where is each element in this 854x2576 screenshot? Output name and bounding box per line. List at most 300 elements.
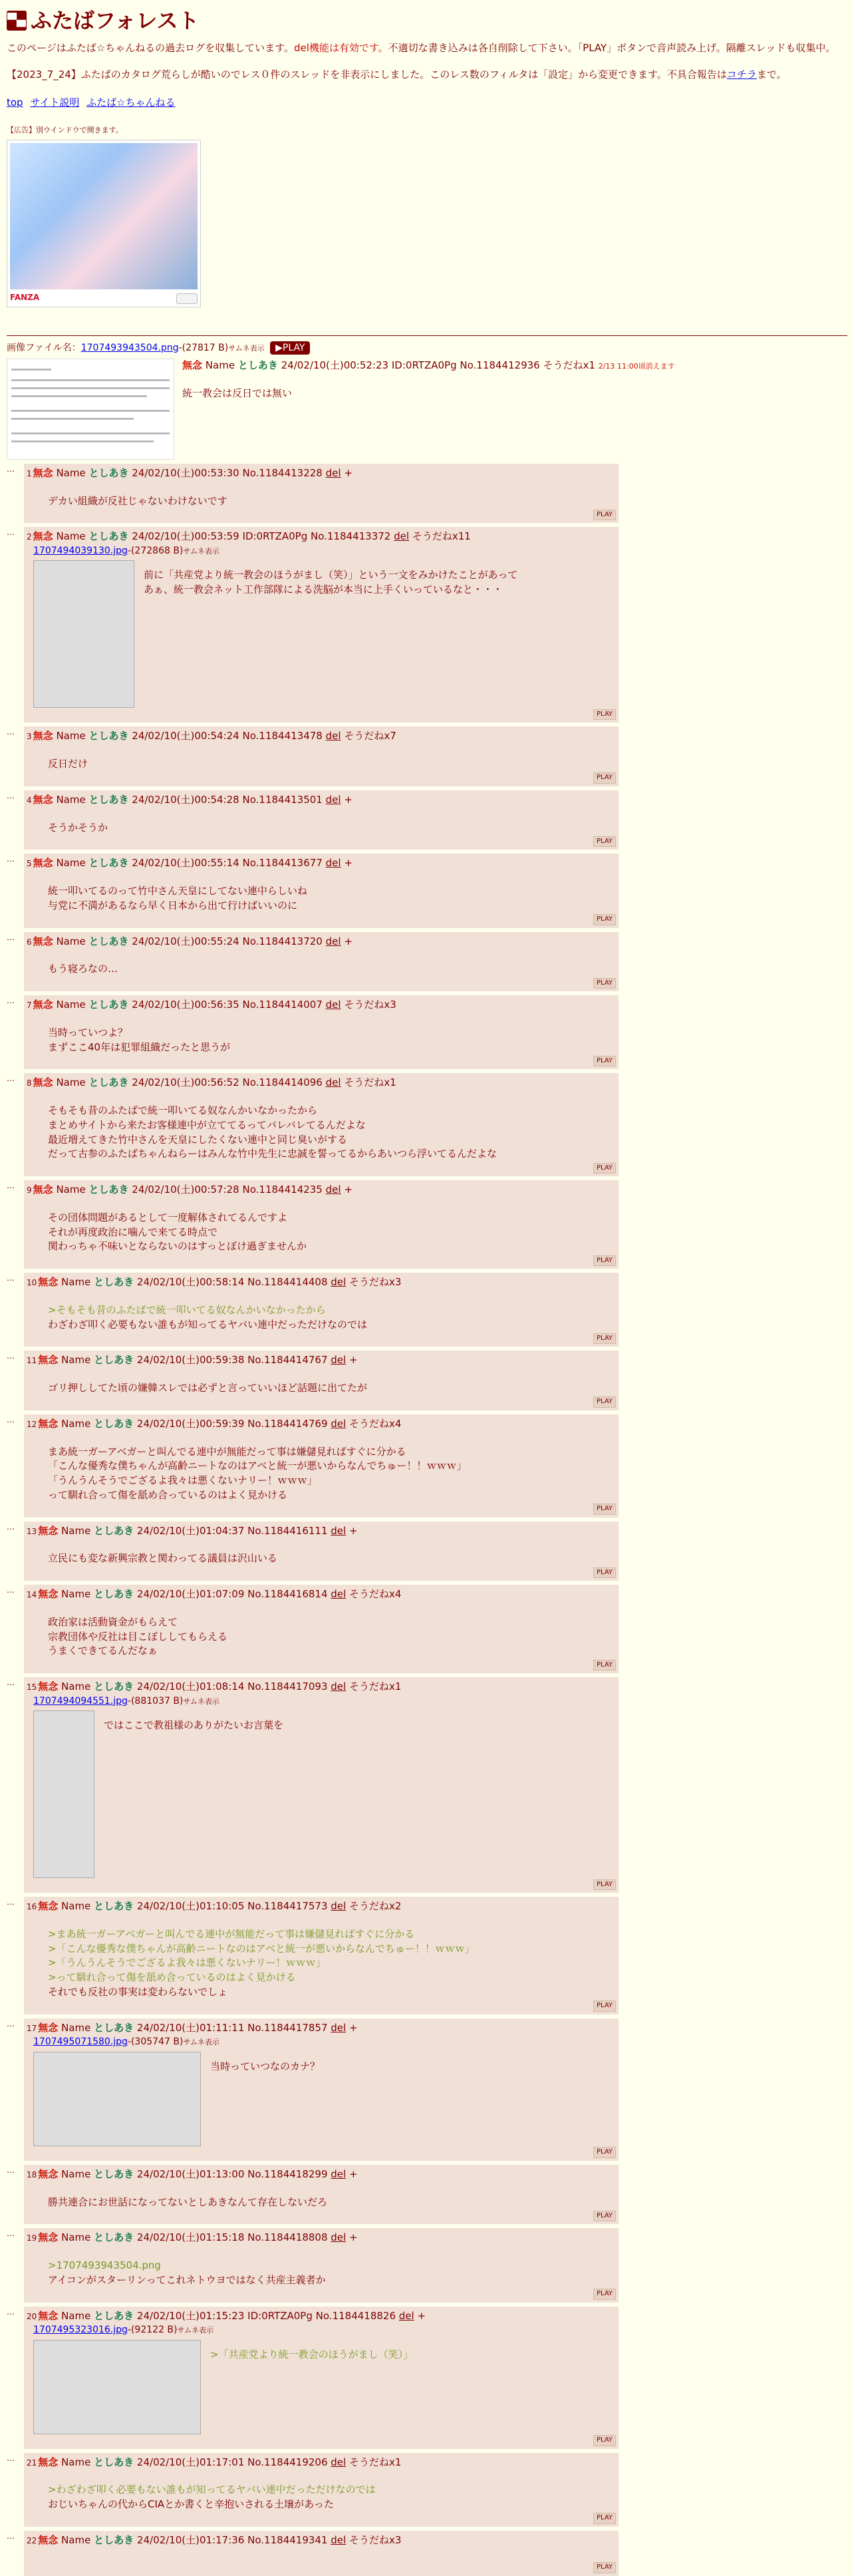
del-link[interactable]: del [331,1524,347,1537]
reply-dots: … [7,2165,15,2175]
reply-box [24,2531,619,2576]
reply-name: Name [61,1417,91,1430]
del-link[interactable]: del [331,2533,347,2546]
del-link[interactable]: del [325,999,341,1011]
reply-line: まずここ40年は犯罪組織だったと思うが [48,1041,231,1053]
del-link[interactable]: del [325,793,341,806]
reply-body [48,821,616,836]
reply-play-button[interactable]: PLAY [593,772,616,784]
del-link[interactable]: del [325,466,341,479]
reply-line: >1707493943504.png [48,2259,161,2272]
reply-title: 無念 [38,2533,59,2546]
reply-thumbnail[interactable] [33,1710,94,1878]
reply-header [27,2231,616,2245]
reply-title: 無念 [33,935,53,947]
reply-box [24,2453,619,2527]
reply-title: 無念 [38,1276,59,1289]
reply-no: No.1184414007 [242,999,323,1011]
reply-line: 「こんな優秀な僕ちゃんが高齢ニートなのはアベと統一が悪いからなんでちゅー！！ｗｗｗ」 [48,1460,467,1472]
reply-poster: としあき [94,1354,134,1367]
reply-date: 24/02/10(土)00:56:52 [132,1076,239,1089]
reply-dots: … [7,1273,15,1283]
reply-header [27,1275,616,1290]
reply-header [27,998,616,1013]
reply-header [27,1417,616,1432]
reply-row [7,2307,847,2449]
reply-play-button[interactable]: PLAY [593,2211,616,2222]
reply-line: まとめサイトから来たお客様連中が立ててるってバレバレてるんだよな [48,1118,366,1131]
reply-list [7,464,847,2576]
reply-play-button[interactable]: PLAY [593,2147,616,2158]
reply-date: 24/02/10(土)01:04:37 [136,1524,245,1537]
reply-line: うまくできてるんだなぁ [48,1645,158,1657]
sodane-button[interactable]: そうだねx7 [344,730,396,742]
reply-body [48,1615,616,1659]
reply-play-button[interactable]: PLAY [593,510,616,521]
reply-body [48,1445,616,1503]
reply-line: そもそも昔のふたばで統一叩いてる奴なんかいなかったから [48,1104,318,1117]
reply-row [7,2531,847,2576]
reply-line: ゴリ押ししてた頃の嫌韓スレでは必ずと言っていいほど話題に出てたが [48,1382,368,1394]
reply-dots: … [7,1074,15,1084]
futaba-link[interactable]: ふたば☆ちゃんねる [86,96,176,108]
divider [7,335,847,336]
reply-file-link[interactable]: 1707494039130.jpg [33,546,128,557]
reply-name: Name [56,999,86,1011]
thumb-toggle[interactable]: サムネ表示 [183,1696,219,1706]
reply-row [7,1522,847,1581]
reply-number: 18 [27,2170,37,2179]
reply-row [7,2453,847,2527]
reply-thumbnail[interactable] [33,560,134,708]
nav-links [7,96,847,110]
reply-header [27,2533,616,2548]
reply-title: 無念 [33,857,53,870]
reply-box [24,2165,619,2225]
reply-no: No.1184413720 [242,935,323,947]
ad-nav-arrows-icon[interactable] [176,293,198,304]
reply-dots: … [7,2453,15,2463]
reply-no: No.1184418808 [247,2231,328,2244]
reply-thumbnail[interactable] [33,2340,201,2434]
reply-row [7,2165,847,2225]
reply-title: 無念 [33,1076,53,1089]
reply-dots: … [7,1351,15,1361]
del-link[interactable]: del [331,2021,347,2034]
sodane-button[interactable]: そうだねx11 [412,530,471,543]
reply-name: Name [61,2533,91,2546]
reply-title: 無念 [38,1900,59,1913]
reply-name: Name [61,1900,91,1913]
reply-date: 24/02/10(土)01:10:05 [136,1900,245,1913]
reply-file-link[interactable]: 1707495323016.jpg [33,2325,128,2336]
reply-name: Name [61,2231,91,2244]
reply-name: Name [56,935,86,947]
del-link[interactable]: del [331,1681,347,1693]
reply-dots: … [7,464,15,474]
reply-date: 24/02/10(土)01:13:00 [136,2168,245,2180]
reply-body [48,1927,616,2000]
reply-play-button[interactable]: PLAY [593,2513,616,2524]
reply-line: もう寝ろなの… [48,963,118,975]
reply-file-line: 1707495323016.jpg-(92122 B)サムネ表示 [33,2325,214,2336]
notice-text: 【2023_7_24】ふたばのカタログ荒らしが酷いのでレス０件のスレッドを非表示にしました。このレス数のフィルタは「設定」から変更できます。不具合報告はコチラまで。 [7,69,787,81]
del-link[interactable]: del [325,730,341,742]
reply-date: 24/02/10(土)01:17:36 [136,2533,245,2546]
sodane-button[interactable]: + [349,2168,358,2180]
reply-poster: としあき [94,2309,134,2322]
reply-body [48,757,616,772]
reply-line: 宗教団体や反社は目こぼししてもらえる [48,1630,228,1643]
reply-header [27,935,616,949]
reply-header [27,1524,616,1539]
reply-number: 5 [27,859,32,869]
reply-header [27,2021,616,2036]
reply-row [7,2018,847,2161]
reply-box [24,1273,619,1347]
reply-title: 無念 [38,1681,59,1693]
reply-dots: … [7,1678,15,1688]
sodane-button[interactable]: + [349,2021,358,2034]
reply-play-button[interactable]: PLAY [593,1163,616,1174]
reply-play-button[interactable]: PLAY [593,709,616,721]
reply-poster: としあき [94,1900,134,1913]
reply-play-button[interactable]: PLAY [593,1504,616,1515]
reply-title: 無念 [38,2021,59,2034]
reply-header [27,856,616,871]
del-link[interactable]: del [331,1276,347,1289]
reply-thumbnail[interactable] [33,2052,201,2146]
reply-play-button[interactable]: PLAY [593,1879,616,1891]
reply-line: その団体問題があるとして一度解体されてるんですよ [48,1211,288,1223]
reply-row [7,726,847,786]
reply-play-button[interactable]: PLAY [593,2289,616,2300]
ad-banner[interactable] [7,140,201,307]
reply-date: 24/02/10(土)00:59:39 [136,1417,245,1430]
reply-number: 14 [27,1590,37,1600]
reply-poster: としあき [94,2533,134,2546]
reply-line: それでも反社の事実は変わらないでしょ [48,1985,228,1998]
reply-date: 24/02/10(土)00:54:24 [132,730,239,742]
reply-body [48,1381,616,1396]
reply-body [48,1211,616,1254]
thumb-toggle[interactable]: サムネ表示 [228,343,265,353]
reply-title: 無念 [33,1184,53,1196]
sodane-button[interactable]: + [349,1524,358,1537]
del-link[interactable]: del [331,1900,347,1913]
reply-no: No.1184414235 [242,1184,323,1196]
op-text: 統一教会は反日では無い [182,387,293,399]
reply-dots: … [7,1414,15,1424]
reply-number: 8 [27,1078,32,1088]
sodane-button[interactable]: + [349,2231,358,2244]
reply-poster: としあき [88,793,129,806]
reply-poster: としあき [88,1184,129,1196]
reply-no: No.1184416111 [247,1524,328,1537]
reply-poster: としあき [88,1076,129,1089]
reply-poster: としあき [88,530,129,543]
reply-line: そうかそうか [48,821,108,834]
reply-date: 24/02/10(土)01:07:09 [136,1588,245,1601]
reply-row [7,790,847,850]
sodane-button[interactable]: そうだねx1 [349,1681,402,1693]
sodane-button[interactable]: + [344,857,353,870]
reply-play-button[interactable]: PLAY [593,836,616,848]
reply-box [24,1351,619,1410]
reply-line: アイコンがスターリンってこれネトウヨではなく共産主義者か [48,2273,326,2286]
reply-poster: としあき [88,999,129,1011]
reply-header [27,466,616,481]
reply-poster: としあき [94,2456,134,2468]
reply-name: Name [61,2021,91,2034]
del-link[interactable]: del [325,1184,341,1196]
reply-number: 4 [27,795,32,805]
reply-line: 政治家は活動資金がもらえて [48,1615,178,1628]
op-sodane[interactable]: そうだねx1 [543,359,595,371]
reply-play-button[interactable]: PLAY [593,1333,616,1345]
reply-dots: … [7,1181,15,1191]
reply-dots: … [7,2307,15,2317]
site-header [7,5,847,36]
reply-poster: としあき [94,2021,134,2034]
reply-title: 無念 [38,1354,59,1367]
reply-header [27,729,616,744]
reply-play-button[interactable]: PLAY [593,1660,616,1671]
reply-file-link[interactable]: 1707495071580.jpg [33,2036,128,2048]
reply-number: 22 [27,2535,37,2545]
reply-name: Name [61,2309,91,2322]
reply-number: 2 [27,532,32,542]
reply-number: 17 [27,2023,37,2033]
reply-box [24,790,619,850]
reply-header [27,1899,616,1914]
del-link[interactable]: del [325,1076,341,1089]
reply-box [24,2307,619,2449]
reply-dots: … [7,2229,15,2239]
sodane-button[interactable]: そうだねx3 [349,1276,402,1289]
reply-file-line: 1707494094551.jpg-(881037 B)サムネ表示 [33,1695,219,1706]
reply-line: >まあ統一ガーアベガーと叫んでる連中が無能だって事は嫌儲見ればすぐに分かる [48,1927,415,1940]
reply-no: No.1184418299 [247,2168,328,2180]
expire-note: 2/13 11:00頃消えます [598,361,675,371]
report-link[interactable]: コチラ [726,69,757,81]
reply-date: 24/02/10(土)01:15:18 [136,2231,245,2244]
thumb-toggle[interactable]: サムネ表示 [183,547,219,556]
reply-number: 19 [27,2233,37,2243]
reply-line: >「うんうんそうでござるよ我々は悪くないナリー！ｗｗｗ」 [48,1957,326,1969]
reply-header [27,793,616,808]
reply-poster: としあき [94,1276,134,1289]
del-link[interactable]: del [394,530,410,543]
reply-line: ではここで教祖様のありがたいお言葉を [104,1719,284,1732]
reply-title: 無念 [33,793,53,806]
reply-line: 立民にも変な新興宗教と関わってる議員は沢山いる [48,1552,277,1565]
thumb-toggle[interactable]: サムネ表示 [183,2038,219,2047]
reply-number: 20 [27,2311,37,2321]
reply-poster: としあき [88,857,129,870]
reply-body [48,2483,616,2512]
reply-number: 11 [27,1356,37,1366]
reply-no: No.1184413478 [242,730,323,742]
ad-image[interactable] [10,143,198,289]
reply-play-button[interactable]: PLAY [593,2001,616,2012]
sodane-button[interactable]: そうだねx2 [349,1900,402,1913]
reply-poster: としあき [94,1524,134,1537]
reply-play-button[interactable]: PLAY [593,1396,616,1408]
reply-title: 無念 [33,730,53,742]
reply-body [48,2195,616,2210]
reply-body [48,2259,616,2288]
reply-title: 無念 [38,1524,59,1537]
reply-row [7,1897,847,2014]
site-logo-icon: ▀▄ [7,11,27,31]
reply-dots: … [7,854,15,864]
sodane-button[interactable]: + [349,1354,358,1367]
reply-number: 21 [27,2458,37,2468]
reply-name: Name [56,1076,86,1089]
sodane-button[interactable]: + [344,1184,353,1196]
reply-dots: … [7,1522,15,1531]
sodane-button[interactable]: + [417,2309,426,2322]
reply-line: 反日だけ [48,758,88,770]
reply-row [7,1273,847,1347]
del-link[interactable]: del [331,1588,347,1601]
sodane-button[interactable]: + [344,466,353,479]
reply-line: デカい組織が反社じゃないわけないです [48,494,227,507]
reply-line: >って馴れ合って傷を舐め合っているのはよく見かける [48,1971,296,1984]
reply-number: 6 [27,937,32,947]
reply-box [24,1522,619,1581]
reply-number: 12 [27,1419,37,1429]
reply-poster: としあき [88,466,129,479]
reply-dots: … [7,790,15,800]
del-link[interactable]: del [331,1354,347,1367]
reply-play-button[interactable]: PLAY [593,1056,616,1067]
reply-no: No.1184418826 [315,2309,396,2322]
reply-play-button[interactable]: PLAY [593,2562,616,2573]
del-link[interactable]: del [331,1417,347,1430]
reply-date: 24/02/10(土)00:59:38 [136,1354,245,1367]
sodane-button[interactable]: そうだねx1 [349,2456,402,2468]
del-link[interactable]: del [331,2168,347,2180]
reply-play-button[interactable]: PLAY [593,2435,616,2446]
reply-play-button[interactable]: PLAY [593,1255,616,1267]
reply-row [7,2228,847,2302]
reply-line: って馴れ合って傷を舐め合っているのはよく見かける [48,1488,288,1501]
reply-dots: … [7,1585,15,1595]
op-play-button[interactable]: ▶PLAY [270,341,310,355]
reply-poster: としあき [94,2231,134,2244]
reply-line: >そもそも昔のふたばで統一叩いてる奴なんかいなかったから [48,1303,326,1316]
reply-title: 無念 [33,530,53,543]
reply-number: 9 [27,1186,32,1196]
reply-body [48,494,616,509]
reply-title: 無念 [38,2456,59,2468]
sodane-button[interactable]: そうだねx1 [344,1076,396,1089]
reply-body [48,884,616,913]
reply-title: 無念 [33,999,53,1011]
del-link[interactable]: del [325,935,341,947]
sodane-button[interactable]: そうだねx3 [344,999,396,1011]
reply-title: 無念 [33,466,53,479]
sodane-button[interactable]: + [344,793,353,806]
reply-no: No.1184416814 [247,1588,328,1601]
reply-no: No.1184413677 [242,857,323,870]
reply-no: No.1184414408 [247,1276,328,1289]
reply-title: 無念 [38,2168,59,2180]
reply-line: それが再度政治に噛んで来てる時点で [48,1225,218,1238]
reply-date: 24/02/10(土)01:08:14 [136,1681,245,1693]
op-file-link[interactable]: 1707493943504.png [80,342,179,353]
reply-no: No.1184413228 [242,466,323,479]
op-thumbnail[interactable] [7,359,174,460]
reply-file-link[interactable]: 1707494094551.jpg [33,1695,128,1706]
reply-date: 24/02/10(土)00:53:59 [132,530,239,543]
del-link[interactable]: del [398,2309,414,2322]
reply-box [24,1585,619,1673]
reply-play-button[interactable]: PLAY [593,978,616,989]
reply-header [27,1680,616,1694]
reply-date: 24/02/10(土)00:57:28 [132,1184,239,1196]
about-link[interactable]: サイト説明 [30,96,80,108]
del-link[interactable]: del [331,2456,347,2468]
reply-header [27,2168,616,2182]
reply-box [24,854,619,927]
sodane-button[interactable]: + [344,935,353,947]
reply-line: 前に「共産党より統一教会のほうがまし（笑）」という一文をみかけたことがあって [144,569,518,581]
reply-line: 最近増えてきた竹中さんを天皇にしたくない連中と同じ臭いがする [48,1133,348,1146]
reply-line: >「こんな優秀な僕ちゃんが高齢ニートなのはアベと統一が悪いからなんでちゅー！！ｗｗｗ」 [48,1942,475,1955]
reply-date: 24/02/10(土)00:53:30 [132,466,239,479]
sodane-button[interactable]: そうだねx4 [349,1417,402,1430]
sodane-button[interactable]: そうだねx3 [349,2533,402,2546]
reply-row [7,1414,847,1518]
reply-no: No.1184413372 [311,530,391,543]
reply-line: >「共産党より統一教会のほうがまし（笑）」 [210,2348,414,2360]
reply-file-line: 1707495071580.jpg-(305747 B)サムネ表示 [33,2036,219,2048]
reply-row [7,854,847,927]
reply-play-button[interactable]: PLAY [593,1567,616,1579]
thumb-toggle[interactable]: サムネ表示 [177,2326,214,2335]
reply-name: Name [56,530,86,543]
top-link[interactable]: top [7,96,23,108]
reply-box [24,464,619,524]
reply-no: No.1184417857 [247,2021,328,2034]
reply-play-button[interactable]: PLAY [593,914,616,925]
reply-dots: … [7,932,15,942]
reply-body [48,1551,616,1566]
sodane-button[interactable]: そうだねx4 [349,1588,402,1601]
reply-box [24,726,619,786]
reply-box [24,1073,619,1176]
reply-box [24,2228,619,2302]
del-link[interactable]: del [325,857,341,870]
reply-name: Name [56,857,86,870]
reply-name: Name [56,793,86,806]
reply-row [7,932,847,992]
reply-line: 与党に不満があるなら早く日本から出て行けばいいのに [48,899,298,911]
reply-poster: としあき [94,1588,134,1601]
reply-no: No.1184414096 [242,1076,323,1089]
reply-line: 当時っていつよ？ [48,1026,128,1039]
reply-box [24,1414,619,1518]
del-link[interactable]: del [331,2231,347,2244]
reply-poster: としあき [94,2168,134,2180]
reply-number: 3 [27,732,32,742]
reply-line: >わざわざ叩く必要もない誰もが知ってるヤバい連中だっただけなのでは [48,2484,376,2496]
reply-number: 7 [27,1001,32,1011]
reply-body [48,1104,616,1162]
